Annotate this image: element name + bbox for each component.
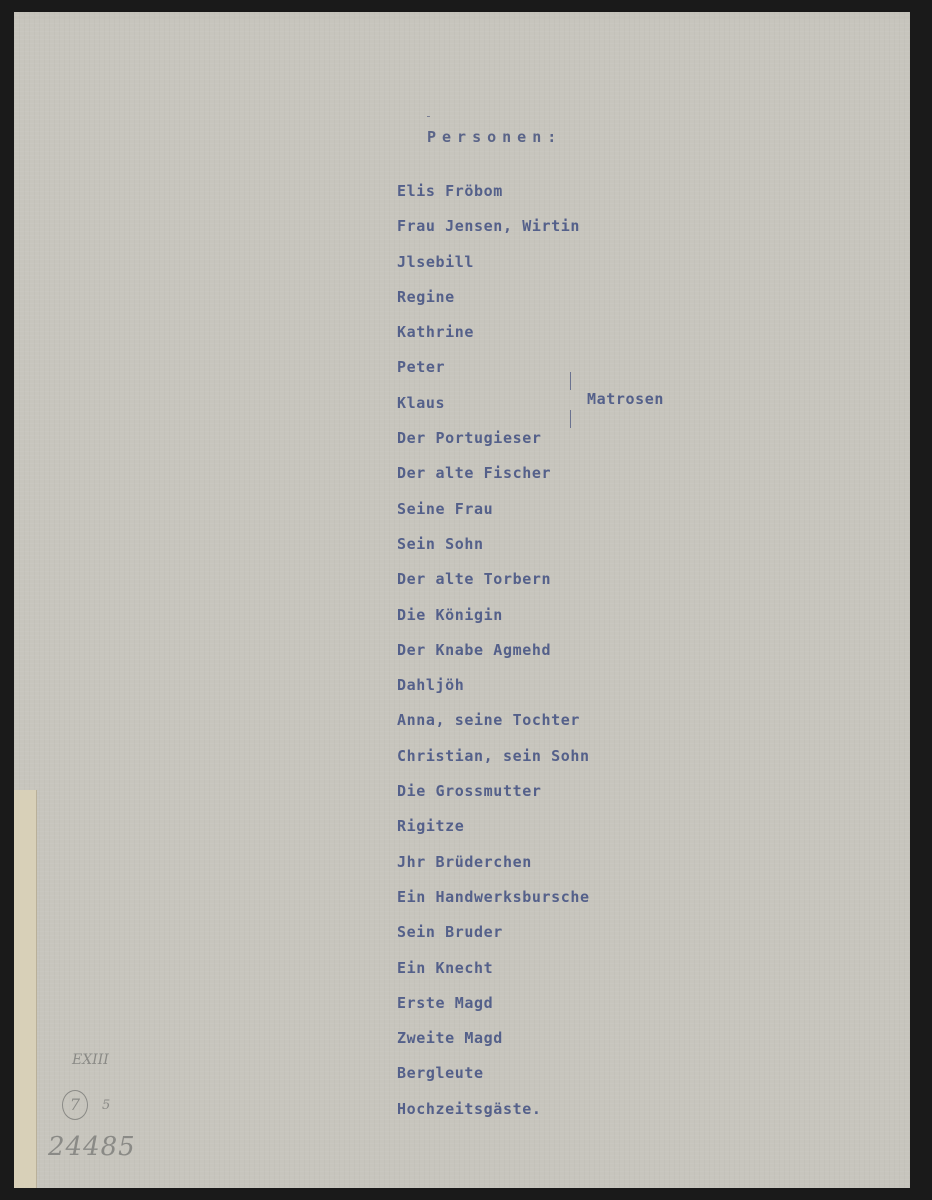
cast-item: Der Knabe Agmehd [397,640,552,659]
cast-item: Jhr Brüderchen [397,852,532,871]
page-title: Personen: [427,128,563,146]
cast-item: Klaus [397,393,446,412]
cast-item: Hochzeitsgäste. [397,1099,542,1118]
bracket-line-top [570,372,571,390]
cast-item: Seine Frau [397,499,494,518]
cast-item: Erste Magd [397,993,494,1012]
cast-item: Der alte Fischer [397,464,552,483]
cast-item: Die Königin [397,605,503,624]
archive-code: EXIII [72,1052,109,1068]
cast-item: Peter [397,358,446,377]
bracket-line-bottom [570,410,571,428]
archive-circled-number: 7 [62,1090,88,1120]
cast-item: Dahljöh [397,676,465,695]
cast-item: Sein Sohn [397,534,484,553]
cast-item: Bergleute [397,1064,484,1083]
cast-item: Elis Fröbom [397,182,503,200]
cast-item: Jlsebill [397,252,475,271]
cast-item: Der alte Torbern [397,570,552,589]
archive-inventory-number: 24485 [48,1132,136,1162]
cast-item: Sein Bruder [397,923,503,942]
cast-item: Kathrine [397,323,475,342]
cast-list [397,180,590,1133]
cast-item: Die Grossmutter [397,782,542,801]
cast-item: Anna, seine Tochter [397,711,580,730]
cast-item: Rigitze [397,817,465,836]
archive-sub-number: 5 [102,1098,111,1113]
ink-speck [427,116,430,117]
cast-item: Ein Knecht [397,958,494,977]
cast-item: Christian, sein Sohn [397,746,590,765]
cast-item: Frau Jensen, Wirtin [397,217,580,236]
cast-item: Ein Handwerksbursche [397,887,590,906]
cast-item: Regine [397,287,455,306]
paper-edge [14,790,37,1188]
cast-item: Der Portugieser [397,429,542,448]
group-label-matrosen: Matrosen [587,390,665,408]
cast-item: Zweite Magd [397,1029,503,1048]
